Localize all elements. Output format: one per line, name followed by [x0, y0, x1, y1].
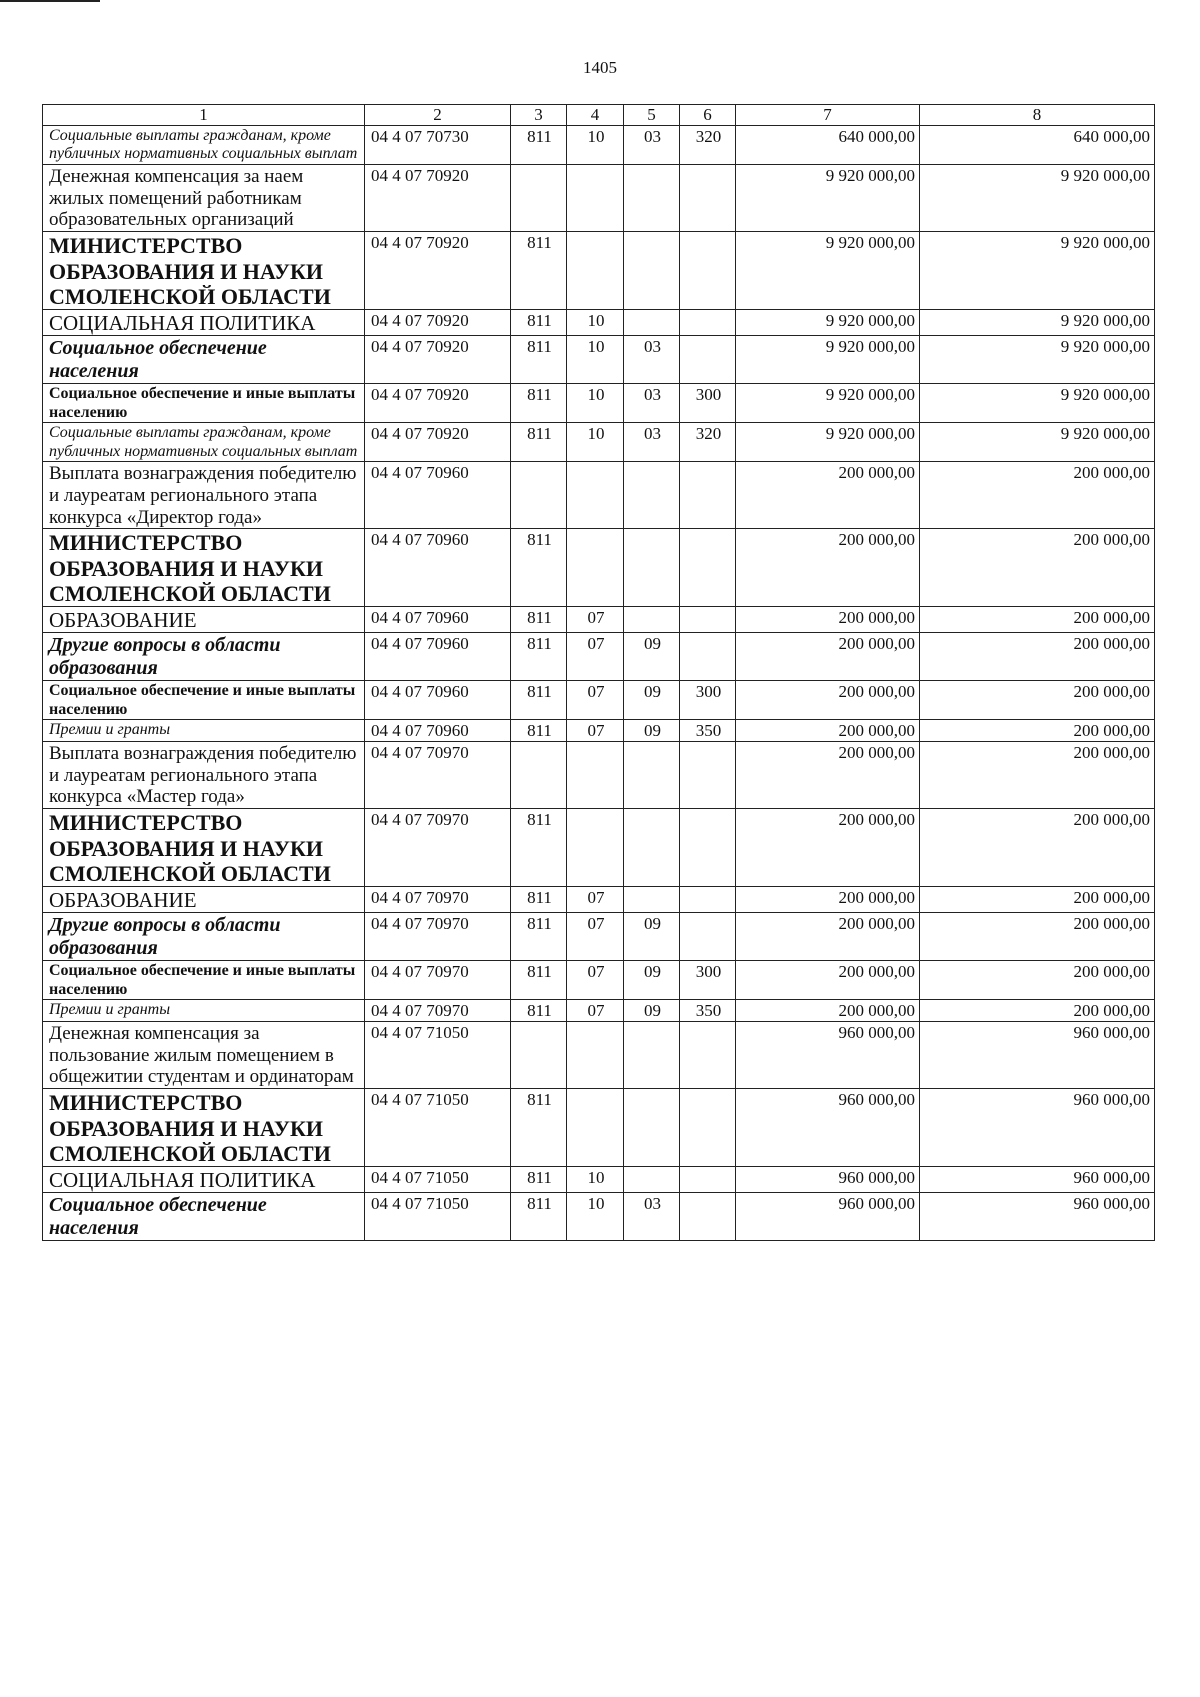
table-row	[43, 461, 1155, 529]
table-row	[43, 1167, 1155, 1193]
table-row	[43, 607, 1155, 633]
section-code: 07	[567, 633, 624, 681]
expense-type-code: 350	[680, 1000, 736, 1022]
budget-table	[42, 104, 1155, 1241]
subsection-code: 03	[624, 126, 680, 165]
section-code: 10	[567, 1167, 624, 1193]
page-number: 1405	[583, 58, 617, 77]
department-code	[511, 164, 567, 232]
amount-year-2: 200 000,00	[920, 529, 1155, 607]
expense-type-code	[680, 461, 736, 529]
expense-type-code	[680, 310, 736, 336]
amount-year-1: 200 000,00	[736, 741, 920, 809]
amount-year-2: 9 920 000,00	[920, 384, 1155, 423]
amount-year-1: 200 000,00	[736, 633, 920, 681]
target-article-code: 04 4 07 70960	[365, 720, 511, 742]
subsection-code: 03	[624, 1193, 680, 1241]
subsection-code	[624, 310, 680, 336]
target-article-code: 04 4 07 70970	[365, 741, 511, 809]
row-name: Социальное обеспечение и иные выплаты населению	[43, 384, 365, 423]
target-article-code: 04 4 07 70960	[365, 607, 511, 633]
table-row	[43, 1000, 1155, 1022]
row-name: МИНИСТЕРСТВО ОБРАЗОВАНИЯ И НАУКИ СМОЛЕНСКОЙ ОБЛАСТИ	[43, 1089, 365, 1167]
expense-type-code	[680, 809, 736, 887]
top-edge-line	[0, 0, 100, 2]
table-row	[43, 887, 1155, 913]
column-header: 3	[511, 105, 567, 126]
amount-year-1: 640 000,00	[736, 126, 920, 165]
subsection-code	[624, 1167, 680, 1193]
target-article-code: 04 4 07 70970	[365, 961, 511, 1000]
amount-year-2: 9 920 000,00	[920, 232, 1155, 310]
department-code: 811	[511, 607, 567, 633]
expense-type-code	[680, 164, 736, 232]
expense-type-code	[680, 887, 736, 913]
section-code: 10	[567, 126, 624, 165]
expense-type-code	[680, 1089, 736, 1167]
department-code: 811	[511, 720, 567, 742]
amount-year-2: 200 000,00	[920, 681, 1155, 720]
amount-year-1: 9 920 000,00	[736, 164, 920, 232]
column-header: 1	[43, 105, 365, 126]
table-row	[43, 336, 1155, 384]
amount-year-2: 200 000,00	[920, 633, 1155, 681]
row-name: Социальное обеспечение населения	[43, 1193, 365, 1241]
amount-year-2: 200 000,00	[920, 607, 1155, 633]
section-code	[567, 529, 624, 607]
department-code: 811	[511, 633, 567, 681]
department-code: 811	[511, 681, 567, 720]
amount-year-2: 9 920 000,00	[920, 423, 1155, 462]
subsection-code	[624, 607, 680, 633]
section-code: 07	[567, 607, 624, 633]
row-name: СОЦИАЛЬНАЯ ПОЛИТИКА	[43, 310, 365, 336]
department-code: 811	[511, 1000, 567, 1022]
column-header: 7	[736, 105, 920, 126]
department-code	[511, 741, 567, 809]
subsection-code: 03	[624, 336, 680, 384]
amount-year-2: 200 000,00	[920, 809, 1155, 887]
section-code: 07	[567, 1000, 624, 1022]
subsection-code	[624, 461, 680, 529]
row-name: Выплата вознаграждения победителю и лауреатам регионального этапа конкурса «Мастер года»	[43, 741, 365, 809]
expense-type-code: 320	[680, 126, 736, 165]
target-article-code: 04 4 07 70970	[365, 1000, 511, 1022]
row-name: Выплата вознаграждения победителю и лауреатам регионального этапа конкурса «Директор года»	[43, 461, 365, 529]
row-name: Социальное обеспечение населения	[43, 336, 365, 384]
department-code	[511, 461, 567, 529]
target-article-code: 04 4 07 70920	[365, 232, 511, 310]
amount-year-2: 200 000,00	[920, 720, 1155, 742]
table-row	[43, 310, 1155, 336]
subsection-code	[624, 809, 680, 887]
department-code: 811	[511, 529, 567, 607]
subsection-code	[624, 1089, 680, 1167]
row-name: Социальное обеспечение и иные выплаты населению	[43, 681, 365, 720]
subsection-code	[624, 529, 680, 607]
row-name: Социальные выплаты гражданам, кроме публичных нормативных социальных выплат	[43, 423, 365, 462]
subsection-code: 03	[624, 384, 680, 423]
department-code: 811	[511, 384, 567, 423]
expense-type-code: 300	[680, 961, 736, 1000]
subsection-code	[624, 741, 680, 809]
table-row	[43, 809, 1155, 887]
section-code: 10	[567, 384, 624, 423]
section-code: 07	[567, 913, 624, 961]
subsection-code	[624, 232, 680, 310]
amount-year-1: 200 000,00	[736, 1000, 920, 1022]
table-row	[43, 961, 1155, 1000]
department-code: 811	[511, 336, 567, 384]
section-code: 10	[567, 423, 624, 462]
amount-year-1: 200 000,00	[736, 461, 920, 529]
table-row	[43, 529, 1155, 607]
row-name: ОБРАЗОВАНИЕ	[43, 887, 365, 913]
department-code: 811	[511, 913, 567, 961]
table-row	[43, 1089, 1155, 1167]
target-article-code: 04 4 07 70920	[365, 336, 511, 384]
section-code	[567, 164, 624, 232]
table-row	[43, 164, 1155, 232]
column-number-row	[43, 105, 1155, 126]
amount-year-1: 960 000,00	[736, 1193, 920, 1241]
amount-year-2: 200 000,00	[920, 961, 1155, 1000]
section-code	[567, 741, 624, 809]
amount-year-2: 200 000,00	[920, 913, 1155, 961]
row-name: Другие вопросы в области образования	[43, 913, 365, 961]
target-article-code: 04 4 07 70960	[365, 633, 511, 681]
section-code: 07	[567, 720, 624, 742]
amount-year-1: 200 000,00	[736, 961, 920, 1000]
subsection-code: 09	[624, 913, 680, 961]
table-row	[43, 720, 1155, 742]
table-row	[43, 633, 1155, 681]
amount-year-1: 200 000,00	[736, 607, 920, 633]
expense-type-code	[680, 529, 736, 607]
amount-year-1: 960 000,00	[736, 1167, 920, 1193]
target-article-code: 04 4 07 70730	[365, 126, 511, 165]
amount-year-2: 9 920 000,00	[920, 164, 1155, 232]
column-header: 4	[567, 105, 624, 126]
department-code: 811	[511, 310, 567, 336]
expense-type-code	[680, 607, 736, 633]
subsection-code: 09	[624, 961, 680, 1000]
expense-type-code	[680, 913, 736, 961]
section-code	[567, 1021, 624, 1089]
column-header: 8	[920, 105, 1155, 126]
row-name: Денежная компенсация за пользование жилым помещением в общежитии студентам и ординаторам	[43, 1021, 365, 1089]
table-row	[43, 423, 1155, 462]
expense-type-code: 300	[680, 681, 736, 720]
target-article-code: 04 4 07 70920	[365, 164, 511, 232]
amount-year-2: 960 000,00	[920, 1193, 1155, 1241]
department-code: 811	[511, 961, 567, 1000]
target-article-code: 04 4 07 70960	[365, 461, 511, 529]
subsection-code	[624, 164, 680, 232]
subsection-code: 09	[624, 681, 680, 720]
department-code: 811	[511, 126, 567, 165]
section-code	[567, 1089, 624, 1167]
subsection-code	[624, 1021, 680, 1089]
subsection-code	[624, 887, 680, 913]
amount-year-2: 200 000,00	[920, 1000, 1155, 1022]
amount-year-1: 9 920 000,00	[736, 310, 920, 336]
target-article-code: 04 4 07 71050	[365, 1193, 511, 1241]
column-header: 2	[365, 105, 511, 126]
row-name: МИНИСТЕРСТВО ОБРАЗОВАНИЯ И НАУКИ СМОЛЕНСКОЙ ОБЛАСТИ	[43, 232, 365, 310]
amount-year-1: 960 000,00	[736, 1089, 920, 1167]
section-code	[567, 809, 624, 887]
target-article-code: 04 4 07 70960	[365, 681, 511, 720]
subsection-code: 09	[624, 1000, 680, 1022]
section-code	[567, 461, 624, 529]
amount-year-1: 200 000,00	[736, 529, 920, 607]
amount-year-1: 9 920 000,00	[736, 232, 920, 310]
row-name: МИНИСТЕРСТВО ОБРАЗОВАНИЯ И НАУКИ СМОЛЕНСКОЙ ОБЛАСТИ	[43, 809, 365, 887]
target-article-code: 04 4 07 70920	[365, 384, 511, 423]
subsection-code: 03	[624, 423, 680, 462]
amount-year-1: 200 000,00	[736, 809, 920, 887]
table-body	[43, 126, 1155, 1241]
department-code: 811	[511, 809, 567, 887]
amount-year-2: 200 000,00	[920, 887, 1155, 913]
section-code	[567, 232, 624, 310]
amount-year-1: 9 920 000,00	[736, 336, 920, 384]
target-article-code: 04 4 07 70920	[365, 310, 511, 336]
department-code	[511, 1021, 567, 1089]
target-article-code: 04 4 07 70970	[365, 809, 511, 887]
amount-year-2: 640 000,00	[920, 126, 1155, 165]
amount-year-1: 200 000,00	[736, 681, 920, 720]
department-code: 811	[511, 1167, 567, 1193]
table-row	[43, 126, 1155, 165]
amount-year-2: 200 000,00	[920, 461, 1155, 529]
department-code: 811	[511, 887, 567, 913]
section-code: 10	[567, 336, 624, 384]
expense-type-code	[680, 633, 736, 681]
target-article-code: 04 4 07 70970	[365, 887, 511, 913]
table-row	[43, 681, 1155, 720]
row-name: ОБРАЗОВАНИЕ	[43, 607, 365, 633]
row-name: Премии и гранты	[43, 720, 365, 742]
target-article-code: 04 4 07 71050	[365, 1167, 511, 1193]
expense-type-code: 320	[680, 423, 736, 462]
expense-type-code	[680, 232, 736, 310]
table-row	[43, 384, 1155, 423]
section-code: 07	[567, 887, 624, 913]
table-row	[43, 1193, 1155, 1241]
target-article-code: 04 4 07 71050	[365, 1089, 511, 1167]
expense-type-code	[680, 336, 736, 384]
table-row	[43, 741, 1155, 809]
department-code: 811	[511, 1089, 567, 1167]
column-header: 5	[624, 105, 680, 126]
department-code: 811	[511, 1193, 567, 1241]
subsection-code: 09	[624, 720, 680, 742]
department-code: 811	[511, 232, 567, 310]
amount-year-2: 960 000,00	[920, 1089, 1155, 1167]
row-name: СОЦИАЛЬНАЯ ПОЛИТИКА	[43, 1167, 365, 1193]
row-name: Премии и гранты	[43, 1000, 365, 1022]
amount-year-2: 200 000,00	[920, 741, 1155, 809]
amount-year-1: 9 920 000,00	[736, 384, 920, 423]
department-code: 811	[511, 423, 567, 462]
amount-year-1: 9 920 000,00	[736, 423, 920, 462]
section-code: 10	[567, 310, 624, 336]
expense-type-code	[680, 741, 736, 809]
amount-year-1: 200 000,00	[736, 720, 920, 742]
amount-year-2: 960 000,00	[920, 1167, 1155, 1193]
section-code: 10	[567, 1193, 624, 1241]
amount-year-2: 9 920 000,00	[920, 310, 1155, 336]
table-row	[43, 1021, 1155, 1089]
row-name: Социальные выплаты гражданам, кроме публичных нормативных социальных выплат	[43, 126, 365, 165]
amount-year-2: 9 920 000,00	[920, 336, 1155, 384]
target-article-code: 04 4 07 71050	[365, 1021, 511, 1089]
subsection-code: 09	[624, 633, 680, 681]
amount-year-1: 200 000,00	[736, 913, 920, 961]
amount-year-1: 960 000,00	[736, 1021, 920, 1089]
expense-type-code	[680, 1193, 736, 1241]
table-row	[43, 232, 1155, 310]
expense-type-code	[680, 1167, 736, 1193]
target-article-code: 04 4 07 70960	[365, 529, 511, 607]
expense-type-code	[680, 1021, 736, 1089]
expense-type-code: 350	[680, 720, 736, 742]
target-article-code: 04 4 07 70970	[365, 913, 511, 961]
table-row	[43, 913, 1155, 961]
row-name: Другие вопросы в области образования	[43, 633, 365, 681]
amount-year-1: 200 000,00	[736, 887, 920, 913]
row-name: Денежная компенсация за наем жилых помещений работникам образовательных организаций	[43, 164, 365, 232]
section-code: 07	[567, 961, 624, 1000]
section-code: 07	[567, 681, 624, 720]
column-header: 6	[680, 105, 736, 126]
row-name: МИНИСТЕРСТВО ОБРАЗОВАНИЯ И НАУКИ СМОЛЕНСКОЙ ОБЛАСТИ	[43, 529, 365, 607]
row-name: Социальное обеспечение и иные выплаты населению	[43, 961, 365, 1000]
expense-type-code: 300	[680, 384, 736, 423]
amount-year-2: 960 000,00	[920, 1021, 1155, 1089]
target-article-code: 04 4 07 70920	[365, 423, 511, 462]
